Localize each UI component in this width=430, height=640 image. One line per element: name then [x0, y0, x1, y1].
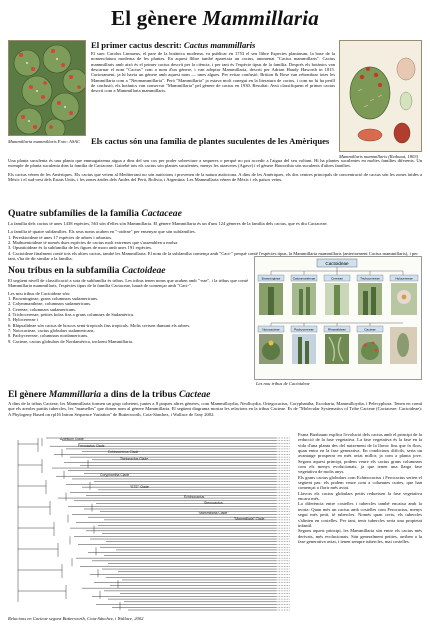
section1-heading — [91, 40, 335, 50]
title-plain: El gènere — [111, 6, 203, 30]
drawing-caption: Mammillaris mammillaris (Redoaut, 1803) — [339, 154, 419, 159]
list-item: 8. Pachycereeae, columnars nordamericans. — [8, 333, 89, 339]
section5-heading-italic: Mammillaria — [48, 389, 102, 400]
list-item: 3. Opuntioideae és la subfamília de les figues de moro amb unes 191 espècies. — [8, 245, 153, 251]
list-item: 1. Browningieae, grans columnars sudamericans. — [8, 296, 99, 302]
clade-label-mammillaria-outer: "Mammillaria Clade" — [198, 511, 229, 515]
section5-heading-italic2: Cacteae — [178, 389, 211, 400]
section2-heading: Els cactus són una família de plantes suculentes de les Amèriques — [91, 136, 330, 146]
tribe-card-calymmantheae — [291, 271, 317, 315]
svg-text:Calymmantheae: Calymmantheae — [292, 276, 316, 281]
svg-text:Pachycereeae: Pachycereeae — [294, 327, 314, 332]
svg-text:Notocacteae: Notocacteae — [262, 327, 280, 332]
svg-text:Cereeae: Cereeae — [331, 276, 343, 281]
section4-block — [8, 265, 248, 344]
cactus-cluster-illustration — [9, 41, 86, 136]
section4-text: El segúent nivell de classificació a sota de subfamília és tribus. Les tribus tenen noms que acaben amb "-eae", i la tribus que conté Mammillaria mammillaris, l'espècies tipus de la família Cactaceae, haurà de començar amb "Cact-". — [8, 278, 248, 289]
list-item: 2. Calymmantheae, columnars sudamericans. — [8, 301, 92, 307]
tribe-card-trichocereeae — [357, 271, 383, 315]
tribes-diagram — [254, 256, 422, 380]
clade-label-ete: "ETE" Clade — [130, 485, 149, 489]
section5-heading — [8, 389, 422, 400]
tribes-tree-svg — [255, 257, 421, 379]
section1-block — [91, 40, 335, 94]
diagram-root-label: Cactoideae — [325, 261, 349, 266]
clade-label-thelocactus: Thelocactus Clade — [120, 457, 149, 461]
section3-text2: La família té quatre subfamílies. Els seus noms acaben en "-oideae" per ensenyar que són subfamílies. — [8, 229, 196, 235]
list-item: 3. Cereeae, columnars sudamericans. — [8, 306, 77, 312]
section1-heading-italic: Cactus mammillaris — [183, 40, 256, 50]
section1-text: El suec Carolus Linnaeus, el pare de la botànica moderna, va publicar en 1753 el seu llibre Especies plantarum, la base de la nomenclatura moderna de les plantes. En aquest llibre també apareixia un cactus, anomenat "Cactus mammillaris". Cactus mammillaris amb això és el primer cactus descrit per la ciència, i per tant és l'espècie tipus de la família. Després els botànics van descarnar el nom "Cactus" com a nom d'un gènere, i van adoptar Mammillaria, descrit per Adrian Haudy Haworth in 1815. Curiosament, ja hi havia un gènere amb aquest nom — unes algues. Per evitar confusió, Britton & Rose van rebombrar totes les Mammillaria com a "Neomammillaria". Però "Mammillaria" ja estava molt conegut en la literatura de cactus, i com no hi ha perill de confusió, els botànics van conservar "Mammillaria" pel gènere de cactus en 1930. Resultat: Avui classifiquem el primer cactus descrit com a Mammillaria mammillaris. — [91, 51, 335, 94]
list-item: 4. Trichocereeae, petites bolas fins a grans columnes de Sudamèrica. — [8, 312, 135, 318]
section3-heading — [8, 208, 422, 219]
list-item: 5. Hylocereeae i — [8, 317, 38, 323]
section5-block — [8, 389, 422, 417]
section4-heading-italic: Cactoideae — [121, 265, 166, 276]
tribe-card-cereeae — [324, 271, 350, 315]
list-item: 1. Pereskioideae té unes 17 espècies de arbres i arbustos. — [8, 234, 113, 240]
section5-heading-plain: El gènere — [8, 389, 49, 400]
svg-text:Trichocereeae: Trichocereeae — [360, 276, 380, 281]
section2-text1: Una planta suculenta és una planta que emmagatzema aigua a dins del seu cos per poder sobreviure a sequeres o perquè no pot accedir a l'aigua del seu voltant. Hi ha plantes suculentes en moltes famílies diferents. Un exemple de planta suculenta dins la família de Cactaceae. Gairebé tots els cactus són plantes suculentes, menys les atzaveres (Agave) i el gènere Haworthia són suculents d'altres famílies. — [8, 158, 422, 169]
clade-label-ferocactus: Ferocactus Clade — [78, 444, 105, 448]
section4-heading-plain: Nou tribus en la subfamília — [8, 265, 122, 276]
list-item: 6. Rhipsalideae són cactus de boscos semi-tropicals fins tropicals. Molts creixen damunt els arbres. — [8, 322, 191, 328]
section2-text2: Els cactus vénen de les Amèriques. Els cactus que veiem al Mediterrani no són autòctons i provenen de la natura autòctona. A dins de les Amèriques, els dos centres principals de concentració de cactus són les zones àrides a Mèxic i el sud-oest dels Estats Units, i les zones àrides dels Andes del Perú, Bolívia, i Argentina. Les Mammillaria vénen de Mèxic i els països veïns. — [8, 171, 422, 183]
svg-text:Browningieae: Browningieae — [261, 276, 281, 281]
section4-heading — [8, 265, 248, 276]
list-item: 9. Cacteae, cactus globulars de Nordamèrica, incloent Mammillaria. — [8, 338, 134, 344]
clade-label-stenocactus: Stenocactus — [204, 501, 223, 505]
section3-heading-italic: Cactaceae — [141, 208, 182, 219]
side-text5: Segons aquest principi, les Mammillaria són entre els cactus més derivats, més evolucionats. Són generalment petites, arriben a la fase generativa aviat, i tenen sempre tubercles, mai costelles. — [298, 528, 422, 544]
clade-label-aztekium: Aztekium Clade — [60, 437, 84, 441]
section4-text2: Les nou tribus de Cactoideae són: — [8, 290, 71, 296]
list-item: 2. Maihuenioideae té només dues espècies de cactus molt extremes que s'assemblen a molsa. — [8, 240, 179, 246]
section3-block — [8, 208, 422, 261]
page-title — [0, 6, 430, 31]
botanical-drawing — [339, 40, 422, 152]
section5-text: A dins de la tribus Cacteae, les Mammillaria formen un grup coherent, juntes a 8 poques altres gèneres, com Mammilloydia, Neolloydia, Ortegocactus, Coryphantha, Escobaria, Mammilloydia, i Pelecyphora. Tenen en comú que els areoles partits tubercles, les "mamelles" que donen nom al gènere Mammillaria. El següent diagrama mostra les relacions en la tribus Cacteae. Es de "Molecular Systematics of Tribe Cacteae (Cactaceae: Cactoideae): A Phylogeny Based on rpl16 Intron Sequence Variation" de Butterworth, Cota-Sánchez, i Wallace de l'any 2002. — [8, 401, 422, 417]
title-italic: Mammillaria — [202, 6, 319, 30]
section2-body — [8, 158, 422, 182]
svg-text:Cacteae: Cacteae — [364, 327, 376, 332]
svg-text:Rhipsalideae: Rhipsalideae — [328, 327, 346, 332]
side-text3: Llavors els cactus globulars petits redueixen la fase vegetativa encara més. — [298, 490, 422, 502]
tribe-card-cacteae — [357, 323, 383, 364]
list-item: 7. Notocacteae, cactus globulars sudamericans. — [8, 328, 95, 334]
list-item: 4. Cactoideae finalment conté tots els altres cactus, també les Mammillaria. El nom de la subfamília comença amb "Cact-" perquè conté l'espècies tipus, la Mammillaria mammillaris (anteriorment Cactus mammillaris), i per tant, s'ha de dir similar a la família. — [8, 250, 418, 262]
section3-text: La família dels cactus té unes 1438 espècies, 563 són d'elles són Mammillaria. El gènere Mammillaria és un d'uns 124 gèneres de la família dels cactus, que es diu Cactaceae. — [8, 221, 328, 226]
side-text1: Franz Buxbaum explica l'evolució dels cactus amb el principi de la reducció de la fase vegetativa. La fase vegetativa és la fase en la vida d'una planta des del naixement de la llavor fins que fa flors, quan entra en la fase generativa. En condicions difícils, seria un avantatge prosperar en més aviat millor, ja com a planta jove. Segons aquest principi, podem veure els cactus grans columnars com els menys evolucionats, ja que tenen una llarga fase vegetativa de molts anys. — [298, 432, 422, 475]
side-text2: Els grans cactus globulars com Echinocactus i Ferocactus serien el següent pas: els podem veure com a columnes curtes, que han començat a florir més aviat. — [298, 474, 422, 491]
tribe-list — [8, 296, 248, 344]
botanical-plate-illustration — [340, 41, 422, 152]
section3-heading-plain: Quatre subfamílies de la família — [8, 208, 142, 219]
clade-label-coryphantha: Coryphantha Clade — [100, 473, 130, 477]
tribe-card-browningieae — [258, 271, 284, 315]
tribe-card-pachycereeae — [291, 323, 317, 364]
section5-heading-rest: a dins de la tribus — [101, 389, 179, 400]
phylogeny-tree-svg — [8, 432, 294, 614]
mammillaria-photo — [8, 40, 86, 136]
tree-caption: Relacions en Cacteae segons Butterworth, Cota-Sánchez, i Wallace, 2002 — [8, 616, 144, 621]
section2-block — [91, 136, 335, 146]
tribe-card-notocacteae — [258, 323, 284, 364]
tribe-card-rhipsalideae — [324, 323, 350, 364]
clade-label-echinocereus: Echinocereus Clade — [108, 450, 139, 454]
clade-label-echinocactus: Echinocactus — [184, 495, 205, 499]
side-text4: La diferència entre costelles i tubercles també encaixa amb la teoria: Quan més un cactus amb costelles com Ferocactus, menys segui més petit, té tubercles. Només quan creix, els tubercles s'alinien en costelles. Per tant, tenir tubercles seria una propietat infantil. — [298, 501, 422, 528]
svg-text:Hylocereeae: Hylocereeae — [395, 276, 413, 281]
tribe-card-hylocereeae — [390, 271, 418, 315]
section1-heading-plain: El primer cactus descrit: — [91, 40, 184, 50]
diagram-caption: Les nou tribus de Cactoideae — [256, 381, 310, 386]
phylogeny-tree — [8, 432, 294, 614]
section5-side-text — [298, 432, 422, 544]
photo-caption: Mammillaria mammillaris Foto: ASAC — [8, 139, 81, 144]
clade-label-mammillaria-inner: "Mammillaria" Clade — [234, 517, 265, 521]
